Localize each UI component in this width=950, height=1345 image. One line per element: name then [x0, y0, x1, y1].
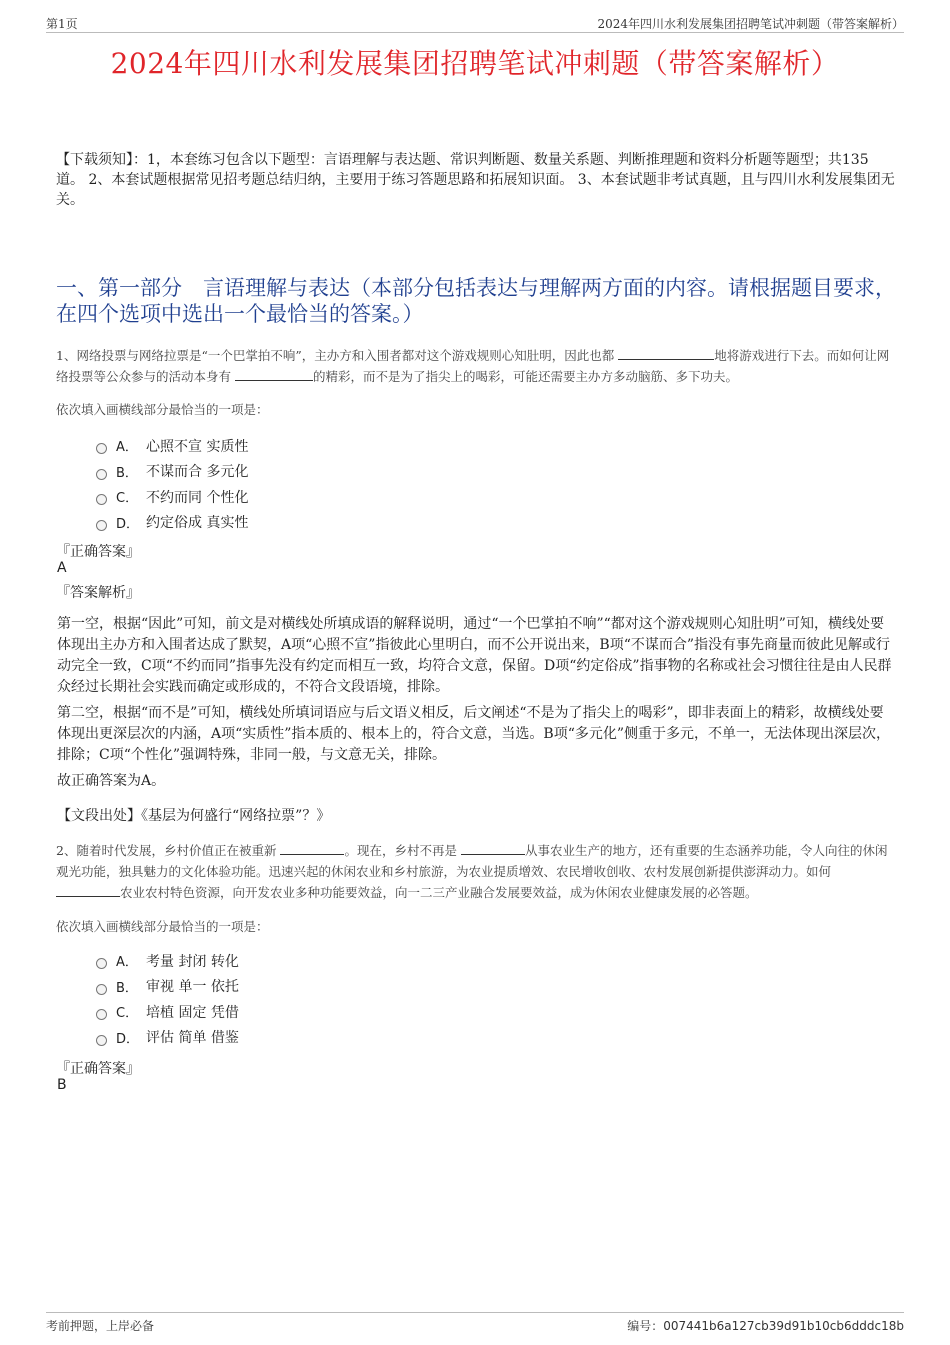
analysis-paragraph: 第一空，根据“因此”可知，前文是对横线处所填成语的解释说明，通过“一个巴掌拍不响”“都对这个游戏规则心知肚明”可知，横线处要体现出主办方和入围者达成了默契，A项“心照不宣”指彼此心里明白，而不公开说出来，B项“不谋而合”指没有事先商量而彼此见解或行动完全一致，C项“不约而同”指事先没有约定而相互一致，均符合文意，保留。D项“约定俗成”指事物的名称或社会习惯往往是由人民群众经过长期社会实践而确定或形成的，不符合文段语境，排除。 [57, 616, 892, 695]
correct-answer-label: 『正确答案』 [56, 544, 140, 560]
option-d[interactable]: D． 评估 简单 借鉴 [96, 1025, 239, 1051]
analysis-conclusion: 故正确答案为A。 [57, 773, 166, 789]
radio-icon[interactable] [96, 494, 107, 505]
correct-answer-label: 『正确答案』 [56, 1061, 140, 1077]
question-2-prompt: 依次填入画横线部分最恰当的一项是： [56, 919, 269, 934]
radio-icon[interactable] [96, 469, 107, 480]
header-doc-title: 2024年四川水利发展集团招聘笔试冲刺题（带答案解析） [597, 17, 904, 31]
option-d[interactable]: D． 约定俗成 真实性 [96, 510, 248, 536]
answer-blank [280, 840, 344, 855]
question-1-options [96, 433, 248, 535]
answer-blank [618, 345, 714, 360]
radio-icon[interactable] [96, 1035, 107, 1046]
source-citation: 【文段出处】《基层为何盛行“网络拉票”？》 [57, 808, 331, 824]
footer-slogan: 考前押题，上岸必备 [46, 1319, 155, 1333]
answer-blank [461, 840, 525, 855]
answer-blank [56, 882, 120, 897]
radio-icon[interactable] [96, 443, 107, 454]
document-title: 2024年四川水利发展集团招聘笔试冲刺题（带答案解析） [110, 47, 840, 80]
correct-answer: B [57, 1077, 67, 1093]
radio-icon[interactable] [96, 984, 107, 995]
option-a[interactable]: A． 考量 封闭 转化 [96, 948, 239, 974]
analysis-paragraph: 第二空，根据“而不是”可知，横线处所填词语应与后文语义相反，后文阐述“不是为了指尖上的喝彩”，即非表面上的精彩，故横线处要体现出更深层次的内涵，A项“实质性”指本质的、根本上的，符合文意，当选。B项“多元化”侧重于多元，不单一，无法体现出深层次，排除；C项“个性化”强调特殊，非同一般，与文意无关，排除。 [57, 705, 891, 763]
radio-icon[interactable] [96, 520, 107, 531]
answer-blank [235, 366, 313, 381]
page-footer [46, 1312, 904, 1335]
option-c[interactable]: C． 不约而同 个性化 [96, 484, 248, 510]
question-2-options [96, 948, 239, 1050]
question-2-stem: 2、随着时代发展，乡村价值正在被重新 。现在，乡村不再是 从事农业生产的地方，还有重要的生态涵养功能，令人向往的休闲观光功能，独具魅力的文化体验功能。迅速兴起的休闲农业和乡村旅游，为农业提质增效、农民增收创收、农村发展创新提供澎湃动力。如何 农业农村特色资源，向开发农业多种功能要效益，向一二三产业融合发展要效益，成为休闲农业健康发展的必答题。 [56, 840, 898, 903]
radio-icon[interactable] [96, 1009, 107, 1020]
option-b[interactable]: B． 不谋而合 多元化 [96, 459, 248, 485]
correct-answer: A [57, 560, 67, 576]
analysis-label: 『答案解析』 [56, 585, 140, 601]
option-b[interactable]: B． 审视 单一 依托 [96, 974, 239, 1000]
option-c[interactable]: C． 培植 固定 凭借 [96, 999, 239, 1025]
radio-icon[interactable] [96, 958, 107, 969]
question-1-stem: 1、网络投票与网络拉票是“一个巴掌拍不响”，主办方和入围者都对这个游戏规则心知肚明，因此也都 地将游戏进行下去。而如何让网络投票等公众参与的活动本身有 的精彩，而不是为了指尖上的喝彩，可能还需要主办方多动脑筋、多下功夫。 [56, 345, 898, 387]
question-1-prompt: 依次填入画横线部分最恰当的一项是： [56, 402, 269, 417]
section-heading: 一、第一部分 言语理解与表达（本部分包括表达与理解两方面的内容。请根据题目要求，在四个选项中选出一个最恰当的答案。） [56, 276, 896, 326]
download-notice: 【下载须知】：1，本套练习包含以下题型：言语理解与表达题、常识判断题、数量关系题、判断推理题和资料分析题等题型；共135道。 2、本套试题根据常见招考题总结归纳，主要用于练习答题思路和拓展知识面。 3、本套试题非考试真题，且与四川水利发展集团无关。 [56, 152, 895, 208]
page-number: 第1页 [46, 17, 78, 31]
document-code: 编号：007441b6a127cb39d91b10cb6dddc18b [627, 1319, 904, 1333]
option-a[interactable]: A． 心照不宣 实质性 [96, 433, 248, 459]
page-header [46, 12, 904, 33]
